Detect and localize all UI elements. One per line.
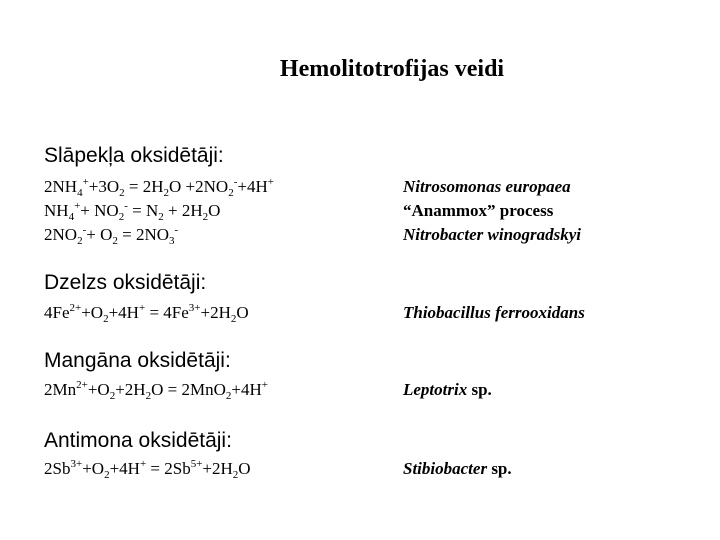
- reaction-equation: $2NH_4^++3O_2 = 2H_2O +2NO_2^-+4H^+$: [44, 176, 274, 199]
- organism-name: “Anammox” process: [403, 201, 554, 220]
- reaction-equation: $2Mn^{2+}+O_2+2H_2O = 2MnO_2+4H^+$: [44, 379, 268, 402]
- organism-name: Nitrosomonas europaea: [403, 177, 571, 196]
- section-heading-nitrogen: Slāpekļa oksidētāji:: [44, 144, 224, 167]
- section-heading-manganese: Mangāna oksidētāji:: [44, 349, 231, 372]
- organism-name: Stibiobacter sp.: [403, 459, 512, 478]
- section-heading-iron: Dzelzs oksidētāji:: [44, 271, 207, 294]
- reaction-equation: $2NO_2^-+ O_2 = 2NO_3^-$: [44, 224, 179, 247]
- reaction-equation: $4Fe^{2+}+O_2+4H^+ = 4Fe^{3+}+2H_2O$: [44, 302, 249, 325]
- reaction-equation: $2Sb^{3+}+O_2+4H^+ = 2Sb^{5+}+2H_2O$: [44, 458, 251, 481]
- page-title: Hemolitotrofijas veidi: [279, 56, 505, 82]
- section-heading-antimony: Antimona oksidētāji:: [44, 429, 232, 452]
- reaction-equation: $NH_4^++ NO_2^- = N_2 + 2H_2O$: [44, 200, 221, 223]
- organism-name: Nitrobacter winogradskyi: [403, 225, 582, 244]
- organism-name: Leptotrix sp.: [403, 380, 492, 399]
- organism-name: Thiobacillus ferrooxidans: [403, 303, 585, 322]
